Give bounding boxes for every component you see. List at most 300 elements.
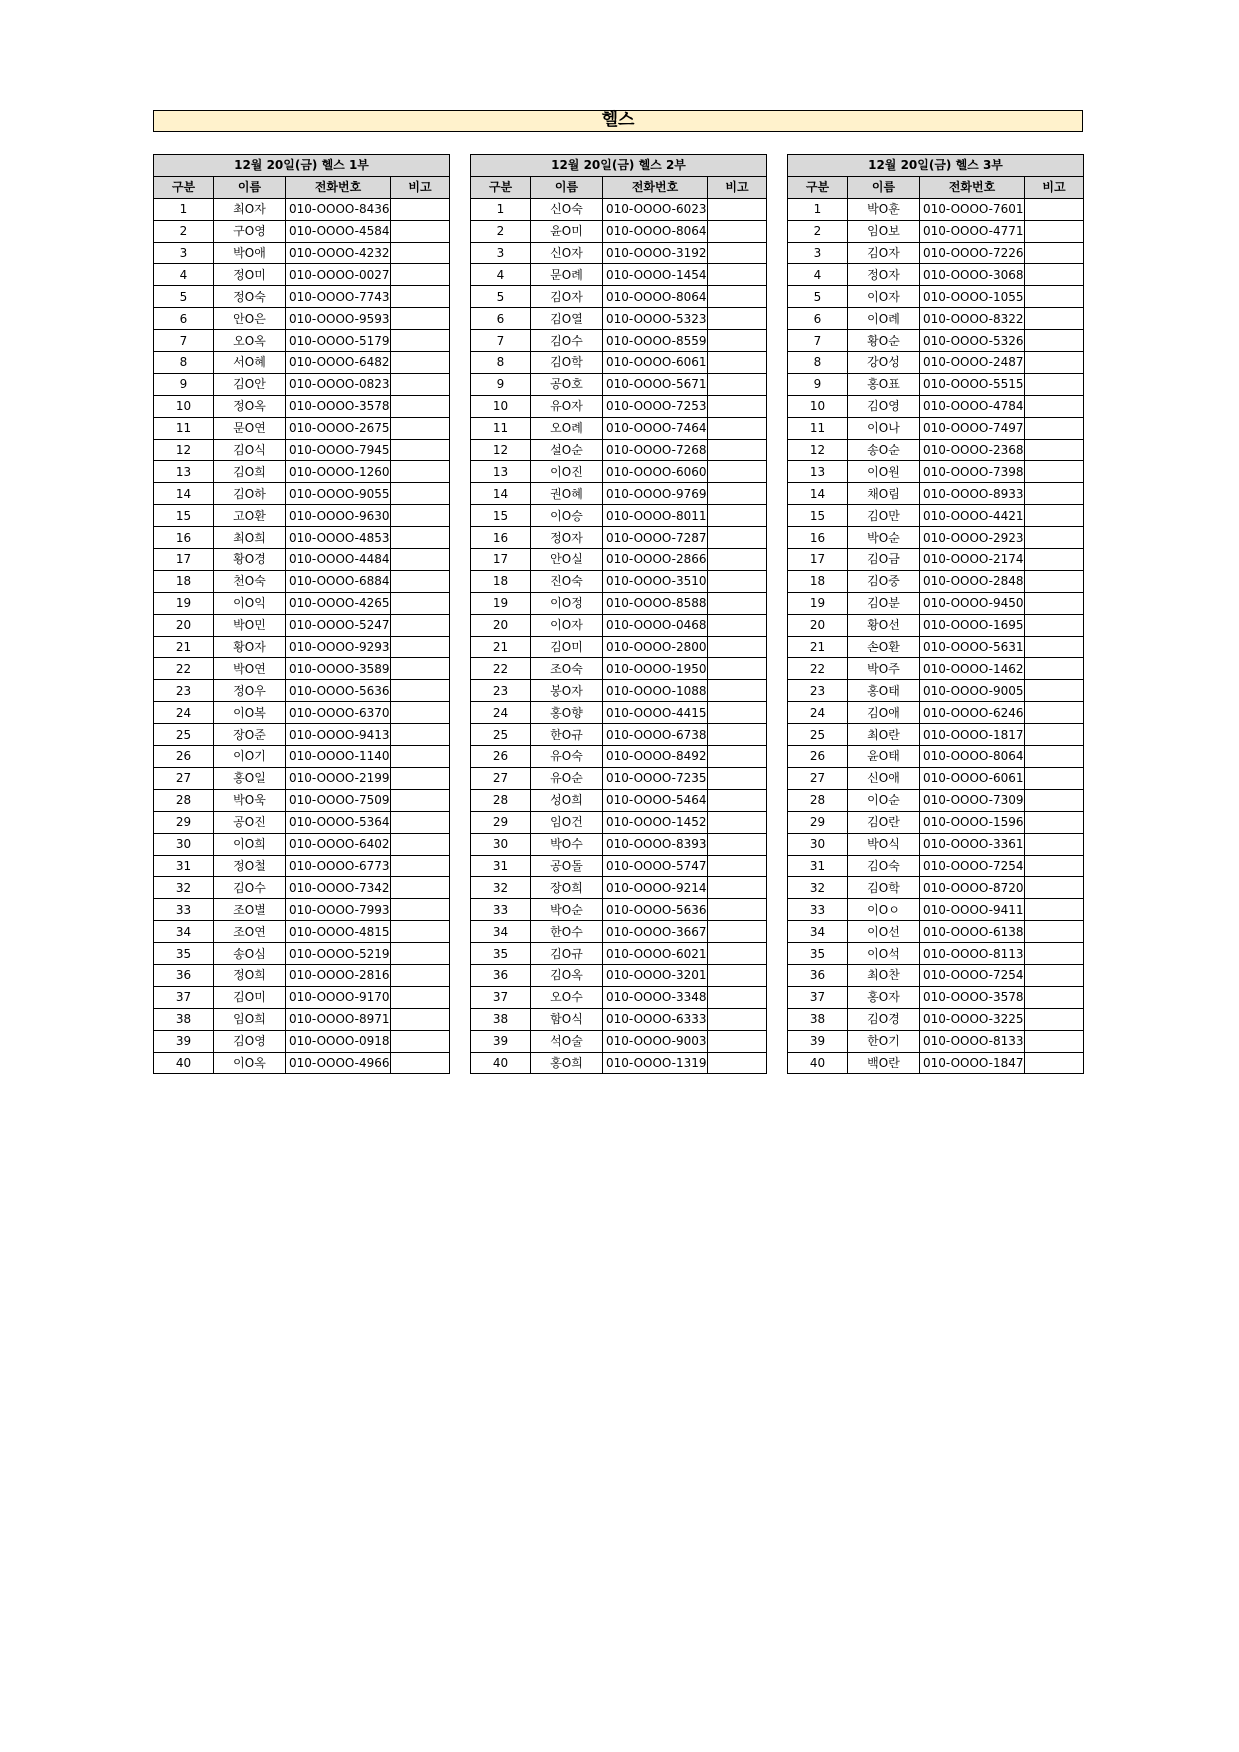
table-row [154, 833, 450, 855]
table-row [154, 242, 450, 264]
row-number: 13 [154, 461, 214, 483]
phone-number: 010-OOOO-2800 [603, 636, 708, 658]
row-number: 18 [788, 570, 848, 592]
member-name: 박O훈 [848, 198, 920, 220]
note-cell [1025, 439, 1084, 461]
member-name: 박O수 [531, 833, 603, 855]
note-cell [1025, 658, 1084, 680]
row-number: 4 [154, 264, 214, 286]
member-name: 서O혜 [214, 352, 286, 374]
member-name: 홍O태 [848, 680, 920, 702]
note-cell [708, 921, 767, 943]
note-cell [391, 352, 450, 374]
phone-number: 010-OOOO-7253 [603, 395, 708, 417]
row-number: 30 [471, 833, 531, 855]
row-number: 35 [154, 943, 214, 965]
member-name: 송O심 [214, 943, 286, 965]
member-name: 이O복 [214, 702, 286, 724]
table-row [154, 899, 450, 921]
row-number: 4 [788, 264, 848, 286]
note-cell [391, 198, 450, 220]
member-name: 유O숙 [531, 746, 603, 768]
row-number: 30 [788, 833, 848, 855]
member-name: 진O숙 [531, 570, 603, 592]
note-cell [1025, 746, 1084, 768]
member-name: 박O민 [214, 614, 286, 636]
note-cell [708, 658, 767, 680]
note-cell [1025, 1052, 1084, 1074]
row-number: 36 [471, 964, 531, 986]
table-row [788, 220, 1084, 242]
table-row [471, 921, 767, 943]
note-cell [708, 899, 767, 921]
row-number: 4 [471, 264, 531, 286]
member-name: 이O선 [848, 921, 920, 943]
column-header-name: 이름 [214, 176, 286, 198]
member-name: 함O식 [531, 1008, 603, 1030]
note-cell [708, 1052, 767, 1074]
phone-number: 010-OOOO-4966 [286, 1052, 391, 1074]
note-cell [1025, 724, 1084, 746]
note-cell [708, 417, 767, 439]
note-cell [1025, 767, 1084, 789]
member-name: 박O순 [848, 527, 920, 549]
row-number: 7 [154, 330, 214, 352]
note-cell [391, 439, 450, 461]
column-header-phone: 전화번호 [603, 176, 708, 198]
table-row [154, 789, 450, 811]
row-number: 24 [154, 702, 214, 724]
table-row [788, 373, 1084, 395]
table-row [788, 746, 1084, 768]
table-row [154, 308, 450, 330]
note-cell [1025, 899, 1084, 921]
note-cell [391, 527, 450, 549]
note-cell [1025, 986, 1084, 1008]
note-cell [708, 986, 767, 1008]
note-cell [391, 789, 450, 811]
row-number: 10 [788, 395, 848, 417]
phone-number: 010-OOOO-4232 [286, 242, 391, 264]
row-number: 21 [154, 636, 214, 658]
table-row [471, 724, 767, 746]
row-number: 1 [788, 198, 848, 220]
member-name: 신O숙 [531, 198, 603, 220]
member-name: 구O영 [214, 220, 286, 242]
row-number: 22 [471, 658, 531, 680]
row-number: 18 [154, 570, 214, 592]
phone-number: 010-OOOO-3348 [603, 986, 708, 1008]
table-row [471, 964, 767, 986]
table-row [471, 220, 767, 242]
phone-number: 010-OOOO-6021 [603, 943, 708, 965]
member-name: 김O중 [848, 570, 920, 592]
table-row [471, 789, 767, 811]
table-row [788, 789, 1084, 811]
table-row [788, 570, 1084, 592]
member-name: 김O수 [531, 330, 603, 352]
note-cell [708, 1008, 767, 1030]
row-number: 40 [154, 1052, 214, 1074]
member-name: 김O학 [531, 352, 603, 374]
table-row [471, 549, 767, 571]
note-cell [708, 198, 767, 220]
member-name: 김O란 [848, 811, 920, 833]
note-cell [708, 570, 767, 592]
row-number: 26 [154, 746, 214, 768]
row-number: 37 [471, 986, 531, 1008]
table-row [154, 724, 450, 746]
note-cell [391, 242, 450, 264]
member-name: 임O보 [848, 220, 920, 242]
member-name: 장O준 [214, 724, 286, 746]
phone-number: 010-OOOO-3361 [920, 833, 1025, 855]
member-name: 박O순 [531, 899, 603, 921]
member-name: 정O자 [848, 264, 920, 286]
member-name: 이O정 [531, 592, 603, 614]
table-row [471, 1008, 767, 1030]
member-name: 김O영 [848, 395, 920, 417]
table-row [154, 986, 450, 1008]
phone-number: 010-OOOO-5464 [603, 789, 708, 811]
row-number: 32 [788, 877, 848, 899]
table-row [471, 264, 767, 286]
row-number: 17 [788, 549, 848, 571]
member-name: 김O애 [848, 702, 920, 724]
note-cell [391, 1052, 450, 1074]
member-name: 김O수 [214, 877, 286, 899]
phone-number: 010-OOOO-7601 [920, 198, 1025, 220]
phone-number: 010-OOOO-8971 [286, 1008, 391, 1030]
note-cell [1025, 877, 1084, 899]
phone-number: 010-OOOO-3667 [603, 921, 708, 943]
note-cell [708, 614, 767, 636]
member-name: 김O만 [848, 505, 920, 527]
note-cell [708, 439, 767, 461]
table-row [788, 702, 1084, 724]
table-row [788, 1030, 1084, 1052]
phone-number: 010-OOOO-7235 [603, 767, 708, 789]
phone-number: 010-OOOO-9170 [286, 986, 391, 1008]
note-cell [1025, 570, 1084, 592]
note-cell [708, 789, 767, 811]
phone-number: 010-OOOO-0823 [286, 373, 391, 395]
phone-number: 010-OOOO-8113 [920, 943, 1025, 965]
phone-number: 010-OOOO-5219 [286, 943, 391, 965]
note-cell [708, 877, 767, 899]
member-name: 이O순 [848, 789, 920, 811]
note-cell [391, 483, 450, 505]
phone-number: 010-OOOO-4265 [286, 592, 391, 614]
table-row [154, 505, 450, 527]
member-name: 홍O희 [531, 1052, 603, 1074]
member-name: 이O익 [214, 592, 286, 614]
table-row [788, 658, 1084, 680]
note-cell [1025, 855, 1084, 877]
phone-number: 010-OOOO-6884 [286, 570, 391, 592]
table-row [471, 373, 767, 395]
member-name: 문O연 [214, 417, 286, 439]
row-number: 9 [788, 373, 848, 395]
row-number: 2 [471, 220, 531, 242]
row-number: 27 [154, 767, 214, 789]
row-number: 6 [788, 308, 848, 330]
member-name: 박O욱 [214, 789, 286, 811]
column-header-note: 비고 [391, 176, 450, 198]
note-cell [708, 767, 767, 789]
phone-number: 010-OOOO-1950 [603, 658, 708, 680]
row-number: 38 [154, 1008, 214, 1030]
row-number: 3 [788, 242, 848, 264]
member-name: 김O하 [214, 483, 286, 505]
table-row [788, 308, 1084, 330]
note-cell [708, 286, 767, 308]
phone-number: 010-OOOO-8133 [920, 1030, 1025, 1052]
member-name: 황O선 [848, 614, 920, 636]
member-name: 정O옥 [214, 395, 286, 417]
table-row [154, 373, 450, 395]
note-cell [1025, 461, 1084, 483]
note-cell [391, 461, 450, 483]
table-row [788, 352, 1084, 374]
row-number: 15 [154, 505, 214, 527]
table-row [154, 461, 450, 483]
note-cell [708, 636, 767, 658]
row-number: 16 [471, 527, 531, 549]
table-row [154, 483, 450, 505]
note-cell [391, 767, 450, 789]
table-row [471, 833, 767, 855]
table-row [154, 964, 450, 986]
row-number: 28 [154, 789, 214, 811]
table-row [471, 899, 767, 921]
member-name: 이O진 [531, 461, 603, 483]
member-name: 조O연 [214, 921, 286, 943]
phone-number: 010-OOOO-1088 [603, 680, 708, 702]
phone-number: 010-OOOO-6333 [603, 1008, 708, 1030]
phone-number: 010-OOOO-2487 [920, 352, 1025, 374]
row-number: 36 [788, 964, 848, 986]
member-name: 이O례 [848, 308, 920, 330]
phone-number: 010-OOOO-1462 [920, 658, 1025, 680]
member-name: 문O례 [531, 264, 603, 286]
session-header: 12월 20일(금) 헬스 1부 [154, 155, 450, 177]
note-cell [708, 964, 767, 986]
phone-number: 010-OOOO-9005 [920, 680, 1025, 702]
note-cell [391, 746, 450, 768]
note-cell [391, 658, 450, 680]
member-name: 김O안 [214, 373, 286, 395]
member-name: 이O석 [848, 943, 920, 965]
phone-number: 010-OOOO-5326 [920, 330, 1025, 352]
row-number: 1 [154, 198, 214, 220]
phone-number: 010-OOOO-7309 [920, 789, 1025, 811]
phone-number: 010-OOOO-0918 [286, 1030, 391, 1052]
row-number: 29 [788, 811, 848, 833]
row-number: 26 [471, 746, 531, 768]
table-row [154, 680, 450, 702]
row-number: 11 [471, 417, 531, 439]
table-row [788, 527, 1084, 549]
row-number: 10 [471, 395, 531, 417]
row-number: 25 [471, 724, 531, 746]
phone-number: 010-OOOO-4415 [603, 702, 708, 724]
phone-number: 010-OOOO-5179 [286, 330, 391, 352]
row-number: 9 [154, 373, 214, 395]
phone-number: 010-OOOO-2675 [286, 417, 391, 439]
member-name: 이O옥 [214, 1052, 286, 1074]
row-number: 29 [154, 811, 214, 833]
note-cell [708, 855, 767, 877]
member-name: 오O수 [531, 986, 603, 1008]
row-number: 10 [154, 395, 214, 417]
member-name: 김O학 [848, 877, 920, 899]
row-number: 16 [154, 527, 214, 549]
phone-number: 010-OOOO-3578 [920, 986, 1025, 1008]
phone-number: 010-OOOO-8933 [920, 483, 1025, 505]
table-row [471, 1052, 767, 1074]
table-row [788, 592, 1084, 614]
phone-number: 010-OOOO-0027 [286, 264, 391, 286]
note-cell [391, 592, 450, 614]
table-row [154, 527, 450, 549]
phone-number: 010-OOOO-9003 [603, 1030, 708, 1052]
table-row [154, 921, 450, 943]
row-number: 5 [154, 286, 214, 308]
member-name: 김O분 [848, 592, 920, 614]
member-name: 홍O표 [848, 373, 920, 395]
row-number: 6 [154, 308, 214, 330]
note-cell [391, 724, 450, 746]
phone-number: 010-OOOO-6773 [286, 855, 391, 877]
phone-number: 010-OOOO-0468 [603, 614, 708, 636]
row-number: 28 [471, 789, 531, 811]
phone-number: 010-OOOO-7268 [603, 439, 708, 461]
table-row [471, 746, 767, 768]
member-name: 윤O미 [531, 220, 603, 242]
table-row [471, 855, 767, 877]
table-row [788, 921, 1084, 943]
note-cell [1025, 921, 1084, 943]
column-header-name: 이름 [848, 176, 920, 198]
table-row [154, 286, 450, 308]
table-row [471, 877, 767, 899]
note-cell [1025, 680, 1084, 702]
member-name: 설O순 [531, 439, 603, 461]
row-number: 37 [154, 986, 214, 1008]
phone-number: 010-OOOO-3225 [920, 1008, 1025, 1030]
member-name: 김O미 [531, 636, 603, 658]
table-row [471, 680, 767, 702]
table-row [788, 614, 1084, 636]
member-name: 손O환 [848, 636, 920, 658]
note-cell [708, 680, 767, 702]
table-row [788, 877, 1084, 899]
phone-number: 010-OOOO-5364 [286, 811, 391, 833]
phone-number: 010-OOOO-1847 [920, 1052, 1025, 1074]
table-row [471, 636, 767, 658]
row-number: 17 [471, 549, 531, 571]
phone-number: 010-OOOO-7743 [286, 286, 391, 308]
phone-number: 010-OOOO-8588 [603, 592, 708, 614]
table-row [471, 483, 767, 505]
row-number: 29 [471, 811, 531, 833]
column-header-number: 구분 [788, 176, 848, 198]
note-cell [1025, 527, 1084, 549]
table-row [154, 439, 450, 461]
table-row [154, 549, 450, 571]
row-number: 19 [154, 592, 214, 614]
note-cell [391, 855, 450, 877]
member-name: 이O자 [848, 286, 920, 308]
row-number: 3 [154, 242, 214, 264]
member-name: 이O승 [531, 505, 603, 527]
row-number: 30 [154, 833, 214, 855]
table-row [471, 1030, 767, 1052]
phone-number: 010-OOOO-5323 [603, 308, 708, 330]
row-number: 38 [788, 1008, 848, 1030]
member-name: 정O미 [214, 264, 286, 286]
member-name: 김O숙 [848, 855, 920, 877]
note-cell [1025, 964, 1084, 986]
row-number: 12 [154, 439, 214, 461]
phone-number: 010-OOOO-5747 [603, 855, 708, 877]
member-name: 홍O자 [848, 986, 920, 1008]
member-name: 이O기 [214, 746, 286, 768]
phone-number: 010-OOOO-4771 [920, 220, 1025, 242]
member-name: 이O자 [531, 614, 603, 636]
member-name: 한O기 [848, 1030, 920, 1052]
phone-number: 010-OOOO-1695 [920, 614, 1025, 636]
note-cell [1025, 636, 1084, 658]
row-number: 22 [154, 658, 214, 680]
table-row [471, 592, 767, 614]
note-cell [708, 724, 767, 746]
row-number: 31 [788, 855, 848, 877]
table-row [471, 811, 767, 833]
member-name: 정O우 [214, 680, 286, 702]
table-row [154, 220, 450, 242]
table-row [154, 636, 450, 658]
member-name: 강O성 [848, 352, 920, 374]
note-cell [708, 1030, 767, 1052]
table-row [788, 549, 1084, 571]
member-name: 박O주 [848, 658, 920, 680]
member-name: 정O숙 [214, 286, 286, 308]
session-header: 12월 20일(금) 헬스 2부 [471, 155, 767, 177]
member-name: 성O희 [531, 789, 603, 811]
phone-number: 010-OOOO-6060 [603, 461, 708, 483]
note-cell [391, 702, 450, 724]
phone-number: 010-OOOO-5515 [920, 373, 1025, 395]
row-number: 20 [154, 614, 214, 636]
row-number: 2 [154, 220, 214, 242]
note-cell [1025, 286, 1084, 308]
note-cell [708, 505, 767, 527]
row-number: 17 [154, 549, 214, 571]
row-number: 13 [471, 461, 531, 483]
member-name: 이O원 [848, 461, 920, 483]
note-cell [1025, 592, 1084, 614]
table-row [788, 1052, 1084, 1074]
member-name: 김O규 [531, 943, 603, 965]
table-row [154, 877, 450, 899]
table-row [788, 417, 1084, 439]
member-name: 윤O태 [848, 746, 920, 768]
note-cell [1025, 264, 1084, 286]
phone-number: 010-OOOO-1140 [286, 746, 391, 768]
member-name: 김O자 [848, 242, 920, 264]
